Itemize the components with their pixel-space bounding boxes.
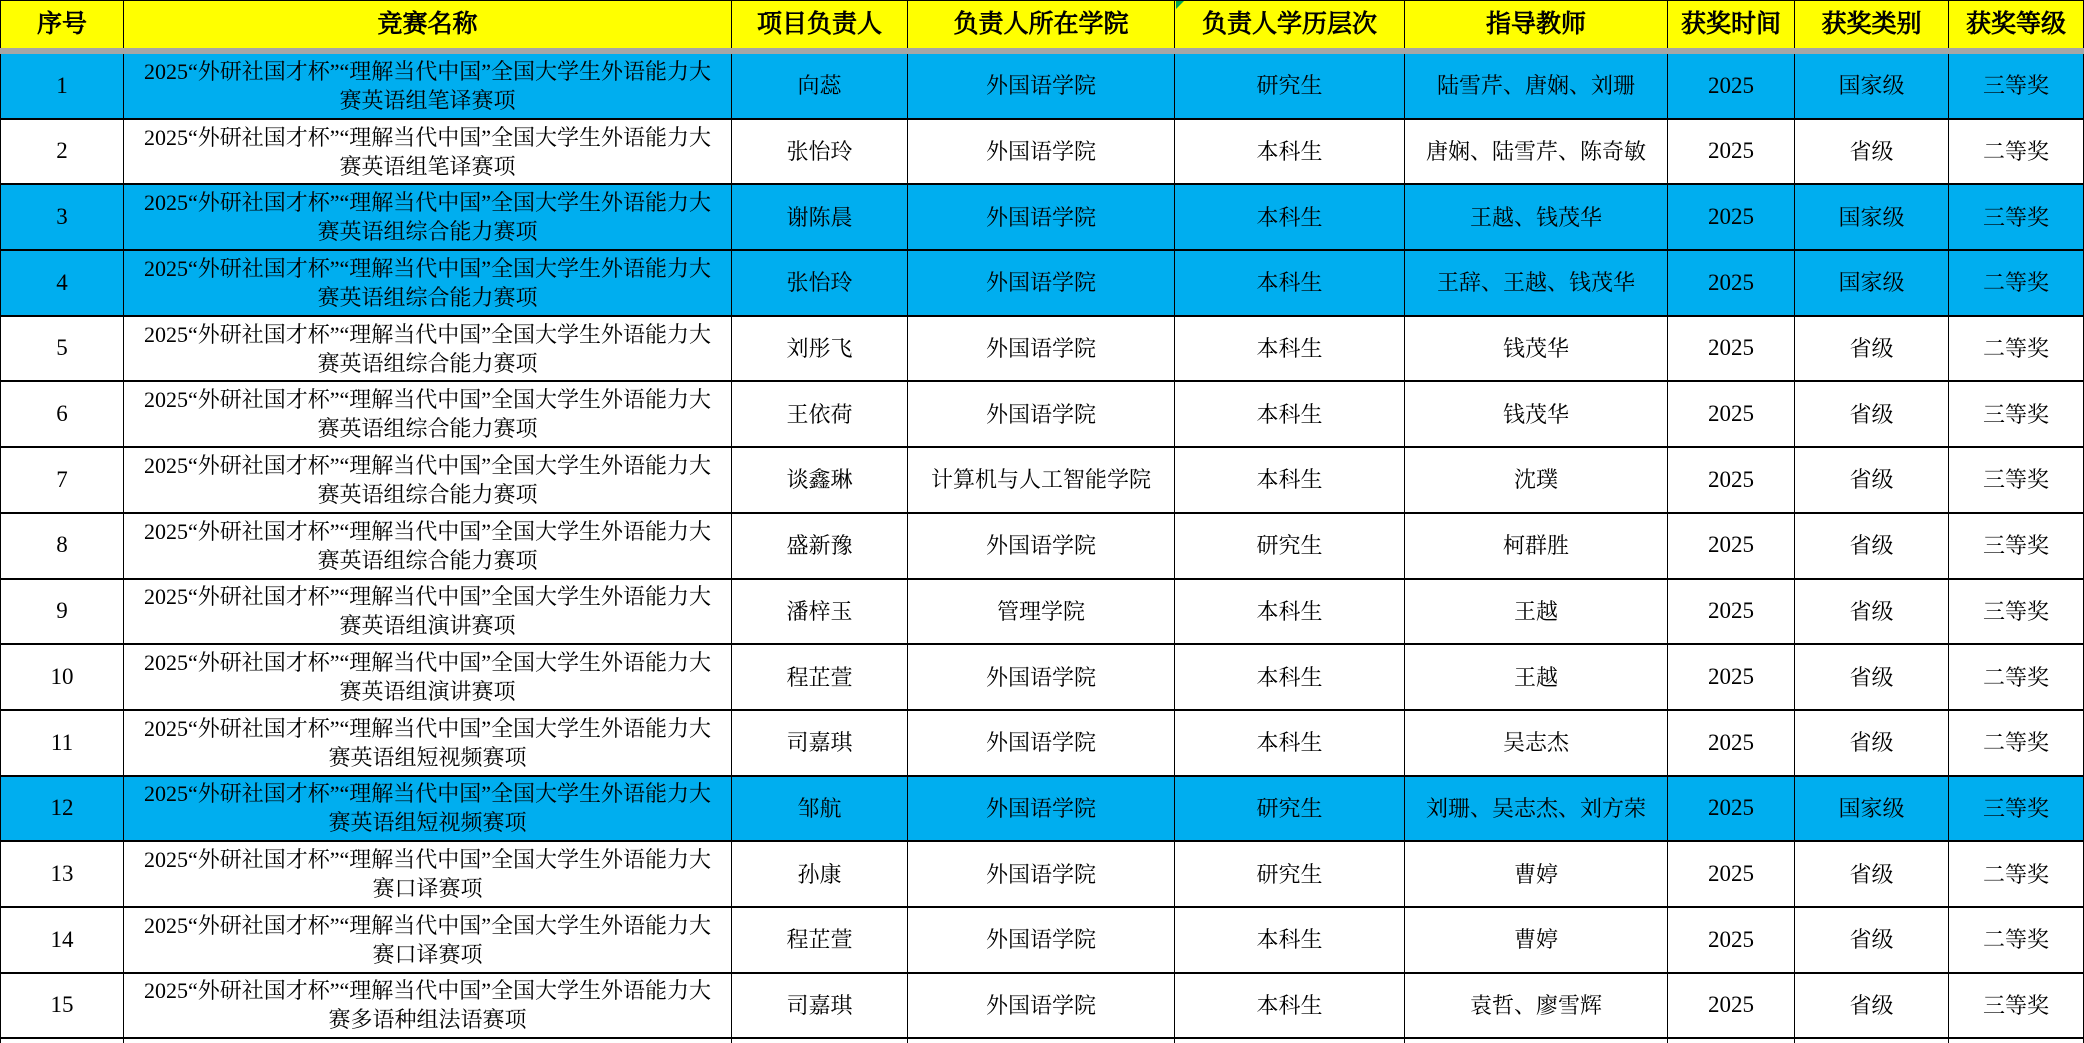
cell-advisors[interactable]: 唐娴、陆雪芹、陈奇敏 <box>1405 120 1668 184</box>
cell-award-year[interactable]: 2025 <box>1668 842 1795 906</box>
cell-project-leader[interactable]: 张怡玲 <box>732 251 908 315</box>
cell-competition-name[interactable]: 2025“外研社国才杯”“理解当代中国”全国大学生外语能力大赛英语组笔译赛项 <box>124 120 732 184</box>
cell-award-category[interactable]: 省级 <box>1795 448 1949 512</box>
cell-serial-number[interactable]: 15 <box>0 974 124 1038</box>
cell-award-grade[interactable]: 三等奖 <box>1949 514 2084 578</box>
empty-cell[interactable] <box>124 1039 732 1043</box>
cell-leader-college[interactable]: 外国语学院 <box>908 908 1175 972</box>
cell-serial-number[interactable]: 3 <box>0 185 124 249</box>
cell-award-category[interactable]: 省级 <box>1795 908 1949 972</box>
cell-award-category[interactable]: 国家级 <box>1795 54 1949 118</box>
column-header-level[interactable]: 获奖等级 <box>1949 1 2084 48</box>
table-row <box>0 974 2084 1040</box>
cell-award-category[interactable]: 省级 <box>1795 514 1949 578</box>
column-header-leader[interactable]: 项目负责人 <box>732 1 908 48</box>
cell-competition-name[interactable]: 2025“外研社国才杯”“理解当代中国”全国大学生外语能力大赛英语组综合能力赛项 <box>124 514 732 578</box>
cell-serial-number[interactable]: 9 <box>0 580 124 644</box>
cell-project-leader[interactable]: 张怡玲 <box>732 120 908 184</box>
table-header-row <box>0 1 2084 48</box>
cell-corner-flag-icon <box>1176 1 1184 9</box>
cell-leader-college[interactable]: 管理学院 <box>908 580 1175 644</box>
cell-competition-name[interactable]: 2025“外研社国才杯”“理解当代中国”全国大学生外语能力大赛多语种组法语赛项 <box>124 974 732 1038</box>
cell-leader-degree-level[interactable]: 本科生 <box>1175 580 1405 644</box>
cell-advisors[interactable]: 王辞、王越、钱茂华 <box>1405 251 1668 315</box>
cell-serial-number[interactable]: 5 <box>0 317 124 381</box>
cell-award-year[interactable]: 2025 <box>1668 448 1795 512</box>
cell-serial-number[interactable]: 2 <box>0 120 124 184</box>
cell-award-category[interactable]: 国家级 <box>1795 777 1949 841</box>
cell-leader-college[interactable]: 外国语学院 <box>908 251 1175 315</box>
cell-serial-number[interactable]: 1 <box>0 54 124 118</box>
table-row <box>0 580 2084 646</box>
cell-award-year[interactable]: 2025 <box>1668 185 1795 249</box>
table-row <box>0 251 2084 317</box>
empty-cell[interactable] <box>1795 1039 1949 1043</box>
cell-competition-name[interactable]: 2025“外研社国才杯”“理解当代中国”全国大学生外语能力大赛英语组短视频赛项 <box>124 777 732 841</box>
cell-leader-college[interactable]: 外国语学院 <box>908 645 1175 709</box>
table-row <box>0 448 2084 514</box>
cell-advisors[interactable]: 袁哲、廖雪辉 <box>1405 974 1668 1038</box>
cell-award-year[interactable]: 2025 <box>1668 645 1795 709</box>
cell-project-leader[interactable]: 程芷萱 <box>732 908 908 972</box>
cell-award-category[interactable]: 省级 <box>1795 645 1949 709</box>
cell-project-leader[interactable]: 谈鑫琳 <box>732 448 908 512</box>
cell-leader-degree-level[interactable]: 本科生 <box>1175 317 1405 381</box>
cell-competition-name[interactable]: 2025“外研社国才杯”“理解当代中国”全国大学生外语能力大赛口译赛项 <box>124 908 732 972</box>
cell-award-grade[interactable]: 三等奖 <box>1949 54 2084 118</box>
cell-award-category[interactable]: 省级 <box>1795 317 1949 381</box>
table-body <box>0 54 2084 1039</box>
column-header-name[interactable]: 竞赛名称 <box>124 1 732 48</box>
cell-award-grade[interactable]: 三等奖 <box>1949 185 2084 249</box>
cell-serial-number[interactable]: 13 <box>0 842 124 906</box>
table-row <box>0 711 2084 777</box>
cell-advisors[interactable]: 王越、钱茂华 <box>1405 185 1668 249</box>
empty-cell[interactable] <box>1668 1039 1795 1043</box>
column-header-no[interactable]: 序号 <box>0 1 124 48</box>
cell-award-year[interactable]: 2025 <box>1668 908 1795 972</box>
cell-advisors[interactable]: 沈璞 <box>1405 448 1668 512</box>
table-row <box>0 514 2084 580</box>
column-header-degree[interactable] <box>1175 1 1405 48</box>
cell-advisors[interactable]: 刘珊、吴志杰、刘方荣 <box>1405 777 1668 841</box>
cell-leader-degree-level[interactable]: 研究生 <box>1175 777 1405 841</box>
cell-award-category[interactable]: 省级 <box>1795 974 1949 1038</box>
cell-leader-college[interactable]: 外国语学院 <box>908 777 1175 841</box>
cell-competition-name[interactable]: 2025“外研社国才杯”“理解当代中国”全国大学生外语能力大赛英语组演讲赛项 <box>124 645 732 709</box>
cell-leader-degree-level[interactable]: 本科生 <box>1175 120 1405 184</box>
cell-advisors[interactable]: 陆雪芹、唐娴、刘珊 <box>1405 54 1668 118</box>
cell-award-year[interactable]: 2025 <box>1668 251 1795 315</box>
cell-leader-degree-level[interactable]: 本科生 <box>1175 908 1405 972</box>
table-row <box>0 185 2084 251</box>
column-header-label: 负责人学历层次 <box>1201 11 1377 38</box>
cell-project-leader[interactable]: 王依荷 <box>732 382 908 446</box>
cell-advisors[interactable]: 王越 <box>1405 645 1668 709</box>
cell-award-grade[interactable]: 三等奖 <box>1949 382 2084 446</box>
cell-award-year[interactable]: 2025 <box>1668 382 1795 446</box>
cell-project-leader[interactable]: 谢陈晨 <box>732 185 908 249</box>
cell-advisors[interactable]: 吴志杰 <box>1405 711 1668 775</box>
table-row <box>0 317 2084 383</box>
cell-award-grade[interactable]: 二等奖 <box>1949 711 2084 775</box>
cell-leader-degree-level[interactable]: 研究生 <box>1175 842 1405 906</box>
cell-award-category[interactable]: 国家级 <box>1795 251 1949 315</box>
cell-award-category[interactable]: 国家级 <box>1795 185 1949 249</box>
cell-project-leader[interactable]: 司嘉琪 <box>732 974 908 1038</box>
cell-competition-name[interactable]: 2025“外研社国才杯”“理解当代中国”全国大学生外语能力大赛英语组综合能力赛项 <box>124 382 732 446</box>
table-row <box>0 382 2084 448</box>
cell-leader-degree-level[interactable]: 研究生 <box>1175 514 1405 578</box>
cell-project-leader[interactable]: 司嘉琪 <box>732 711 908 775</box>
cell-award-category[interactable]: 省级 <box>1795 842 1949 906</box>
cell-leader-degree-level[interactable]: 本科生 <box>1175 448 1405 512</box>
cell-award-grade[interactable]: 二等奖 <box>1949 120 2084 184</box>
table-row <box>0 645 2084 711</box>
cell-leader-college[interactable]: 外国语学院 <box>908 382 1175 446</box>
cell-award-grade[interactable]: 三等奖 <box>1949 777 2084 841</box>
cell-leader-degree-level[interactable]: 本科生 <box>1175 711 1405 775</box>
cell-leader-degree-level[interactable]: 本科生 <box>1175 645 1405 709</box>
cell-competition-name[interactable]: 2025“外研社国才杯”“理解当代中国”全国大学生外语能力大赛英语组综合能力赛项 <box>124 251 732 315</box>
cell-award-grade[interactable]: 二等奖 <box>1949 842 2084 906</box>
cell-leader-degree-level[interactable]: 研究生 <box>1175 54 1405 118</box>
table-row <box>0 842 2084 908</box>
empty-cell[interactable] <box>1405 1039 1668 1043</box>
cell-leader-college[interactable]: 外国语学院 <box>908 974 1175 1038</box>
empty-cell[interactable] <box>1175 1039 1405 1043</box>
cell-leader-college[interactable]: 外国语学院 <box>908 711 1175 775</box>
cell-leader-degree-level[interactable]: 本科生 <box>1175 382 1405 446</box>
empty-cell[interactable] <box>0 1039 124 1043</box>
cell-competition-name[interactable]: 2025“外研社国才杯”“理解当代中国”全国大学生外语能力大赛英语组演讲赛项 <box>124 580 732 644</box>
cell-competition-name[interactable]: 2025“外研社国才杯”“理解当代中国”全国大学生外语能力大赛英语组综合能力赛项 <box>124 448 732 512</box>
empty-cell[interactable] <box>1949 1039 2084 1043</box>
cell-leader-degree-level[interactable]: 本科生 <box>1175 974 1405 1038</box>
cell-award-year[interactable]: 2025 <box>1668 777 1795 841</box>
cell-advisors[interactable]: 王越 <box>1405 580 1668 644</box>
cell-award-year[interactable]: 2025 <box>1668 514 1795 578</box>
cell-competition-name[interactable]: 2025“外研社国才杯”“理解当代中国”全国大学生外语能力大赛英语组综合能力赛项 <box>124 185 732 249</box>
empty-cell[interactable] <box>732 1039 908 1043</box>
cell-leader-college[interactable]: 外国语学院 <box>908 514 1175 578</box>
table-row <box>0 120 2084 186</box>
partial-next-row <box>0 1039 2084 1043</box>
cell-award-year[interactable]: 2025 <box>1668 580 1795 644</box>
column-header-year[interactable]: 获奖时间 <box>1668 1 1795 48</box>
cell-award-year[interactable]: 2025 <box>1668 317 1795 381</box>
cell-project-leader[interactable]: 潘梓玉 <box>732 580 908 644</box>
cell-award-grade[interactable]: 二等奖 <box>1949 908 2084 972</box>
cell-serial-number[interactable]: 7 <box>0 448 124 512</box>
cell-project-leader[interactable]: 向蕊 <box>732 54 908 118</box>
cell-award-year[interactable]: 2025 <box>1668 120 1795 184</box>
cell-advisors[interactable]: 钱茂华 <box>1405 317 1668 381</box>
cell-award-category[interactable]: 省级 <box>1795 382 1949 446</box>
column-header-advisors[interactable]: 指导教师 <box>1405 1 1668 48</box>
cell-project-leader[interactable]: 程芷萱 <box>732 645 908 709</box>
cell-leader-college[interactable]: 外国语学院 <box>908 317 1175 381</box>
cell-project-leader[interactable]: 孙康 <box>732 842 908 906</box>
cell-award-year[interactable]: 2025 <box>1668 711 1795 775</box>
cell-leader-college[interactable]: 计算机与人工智能学院 <box>908 448 1175 512</box>
column-header-category[interactable]: 获奖类别 <box>1795 1 1949 48</box>
cell-serial-number[interactable]: 14 <box>0 908 124 972</box>
table-row <box>0 54 2084 120</box>
cell-serial-number[interactable]: 4 <box>0 251 124 315</box>
cell-award-category[interactable]: 省级 <box>1795 120 1949 184</box>
cell-serial-number[interactable]: 11 <box>0 711 124 775</box>
cell-project-leader[interactable]: 邹航 <box>732 777 908 841</box>
cell-serial-number[interactable]: 6 <box>0 382 124 446</box>
cell-leader-college[interactable]: 外国语学院 <box>908 185 1175 249</box>
cell-advisors[interactable]: 曹婷 <box>1405 842 1668 906</box>
column-header-college[interactable]: 负责人所在学院 <box>908 1 1175 48</box>
cell-project-leader[interactable]: 盛新豫 <box>732 514 908 578</box>
cell-award-grade[interactable]: 二等奖 <box>1949 251 2084 315</box>
cell-award-year[interactable]: 2025 <box>1668 974 1795 1038</box>
cell-award-category[interactable]: 省级 <box>1795 711 1949 775</box>
cell-award-year[interactable]: 2025 <box>1668 54 1795 118</box>
cell-award-category[interactable]: 省级 <box>1795 580 1949 644</box>
cell-competition-name[interactable]: 2025“外研社国才杯”“理解当代中国”全国大学生外语能力大赛口译赛项 <box>124 842 732 906</box>
cell-competition-name[interactable]: 2025“外研社国才杯”“理解当代中国”全国大学生外语能力大赛英语组短视频赛项 <box>124 711 732 775</box>
cell-leader-college[interactable]: 外国语学院 <box>908 120 1175 184</box>
cell-leader-degree-level[interactable]: 本科生 <box>1175 185 1405 249</box>
table-row <box>0 777 2084 843</box>
cell-serial-number[interactable]: 12 <box>0 777 124 841</box>
cell-award-grade[interactable]: 二等奖 <box>1949 317 2084 381</box>
cell-award-grade[interactable]: 三等奖 <box>1949 974 2084 1038</box>
cell-serial-number[interactable]: 10 <box>0 645 124 709</box>
cell-competition-name[interactable]: 2025“外研社国才杯”“理解当代中国”全国大学生外语能力大赛英语组综合能力赛项 <box>124 317 732 381</box>
cell-advisors[interactable]: 钱茂华 <box>1405 382 1668 446</box>
cell-advisors[interactable]: 曹婷 <box>1405 908 1668 972</box>
table-row <box>0 908 2084 974</box>
cell-award-grade[interactable]: 三等奖 <box>1949 448 2084 512</box>
cell-advisors[interactable]: 柯群胜 <box>1405 514 1668 578</box>
cell-award-grade[interactable]: 二等奖 <box>1949 645 2084 709</box>
cell-leader-college[interactable]: 外国语学院 <box>908 54 1175 118</box>
cell-award-grade[interactable]: 三等奖 <box>1949 580 2084 644</box>
cell-leader-degree-level[interactable]: 本科生 <box>1175 251 1405 315</box>
cell-leader-college[interactable]: 外国语学院 <box>908 842 1175 906</box>
cell-competition-name[interactable]: 2025“外研社国才杯”“理解当代中国”全国大学生外语能力大赛英语组笔译赛项 <box>124 54 732 118</box>
cell-serial-number[interactable]: 8 <box>0 514 124 578</box>
empty-cell[interactable] <box>908 1039 1175 1043</box>
cell-project-leader[interactable]: 刘彤飞 <box>732 317 908 381</box>
